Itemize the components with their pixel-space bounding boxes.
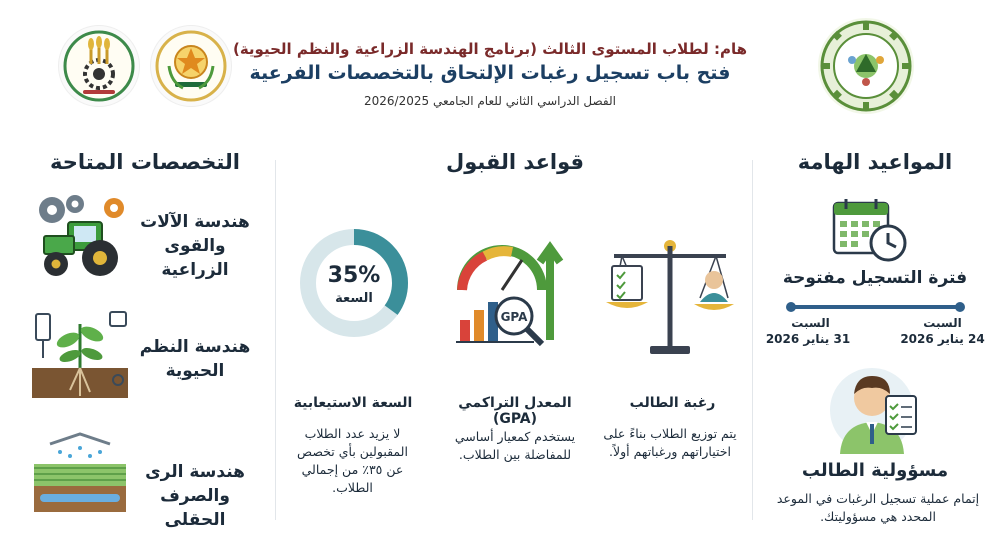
faculty-seal-icon — [61, 28, 137, 104]
capacity-text: لا يزيد عدد الطلاب المقبولين بأي تخصص عن ٣٥٪ من إجمالي الطلاب. — [297, 426, 408, 495]
specialty-label-irrigation: هندسة الرى والصرف الحقلى — [145, 462, 245, 530]
dates-title: المواعيد الهامة — [797, 150, 953, 174]
capacity-ring-chart — [296, 225, 412, 341]
start-day: السبت — [923, 316, 962, 330]
gpa-text: يستخدم كمعيار أساسي للمفاضلة بين الطلاب. — [454, 429, 576, 462]
capacity-percent: 35% — [327, 263, 381, 288]
university-logo — [150, 25, 232, 107]
admission-title: قواعد القبول — [445, 150, 585, 174]
specialties-title: التخصصات المتاحة — [50, 150, 240, 174]
responsibility-title: مسؤولية الطالب — [801, 460, 949, 481]
end-date: 31 يناير 2026 — [765, 332, 851, 346]
balance-scale-icon — [600, 228, 740, 363]
header-semester: الفصل الدراسي الثاني للعام الجامعي 2026/2025 — [364, 94, 616, 108]
timeline-end-dot — [786, 302, 796, 312]
header-title: فتح باب تسجيل رغبات الإلتحاق بالتخصصات الفرعية — [249, 62, 731, 84]
timeline-start-dot — [955, 302, 965, 312]
gpa-title: المعدل التراكمي (GPA) — [458, 395, 572, 427]
gpa-badge-text: GPA — [500, 310, 528, 324]
divider-left — [275, 160, 276, 520]
program-logo — [818, 18, 914, 114]
capacity-title: السعة الاستيعابية — [293, 395, 413, 411]
header-line-1: هام: لطلاب المستوى الثالث (برنامج الهندسة الزراعية والنظم الحيوية) — [232, 40, 748, 58]
timeline-bar — [790, 305, 960, 309]
tractor-icon — [30, 192, 130, 282]
responsibility-text: إتمام عملية تسجيل الرغبات في الموعد المحدد هي مسؤوليتك. — [776, 491, 980, 524]
irrigation-icon — [30, 428, 130, 518]
program-seal-icon — [820, 20, 912, 112]
desire-text: يتم توزيع الطلاب بناءً على اختياراتهم ورغباتهم أولاً. — [603, 426, 737, 459]
specialty-label-biosystems: هندسة النظم الحيوية — [139, 337, 251, 381]
start-date: 24 يناير 2026 — [900, 332, 985, 346]
capacity-ring-label: السعة — [335, 291, 373, 306]
plant-sensor-icon — [30, 310, 130, 400]
desire-title: رغبة الطالب — [629, 395, 716, 411]
specialty-label-machinery: هندسة الآلات والقوى الزراعية — [140, 212, 250, 280]
faculty-logo — [58, 25, 140, 107]
university-seal-icon — [153, 28, 229, 104]
end-day: السبت — [791, 316, 830, 330]
student-avatar-icon — [826, 362, 926, 454]
calendar-clock-icon — [830, 195, 910, 265]
gpa-gauge-icon — [450, 230, 580, 360]
registration-period-title: فترة التسجيل مفتوحة — [782, 268, 968, 288]
